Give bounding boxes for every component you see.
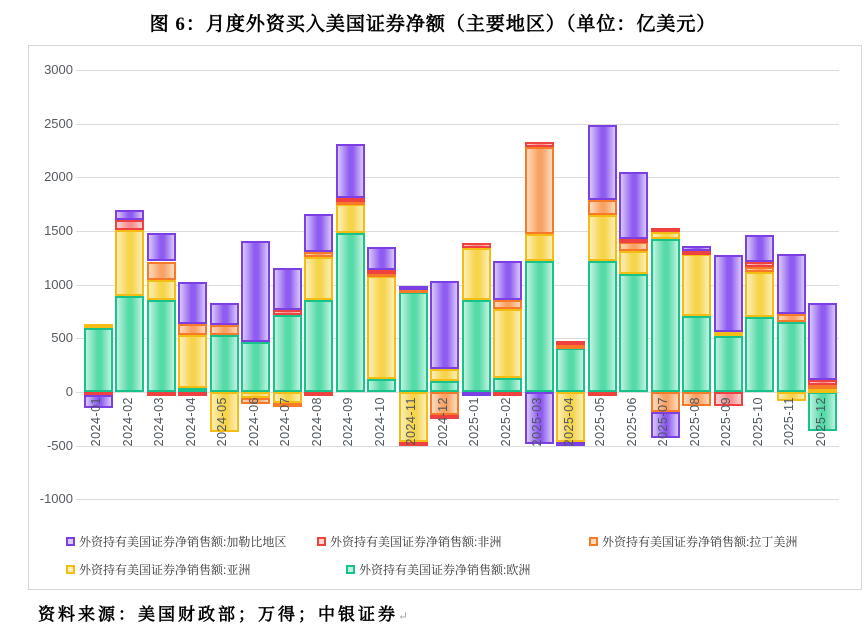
- bar-segment-2025-09-asia: [714, 332, 743, 336]
- bar-segment-2024-03-latam: [147, 262, 176, 280]
- bar-segment-2025-05-latam: [588, 200, 617, 215]
- bar-segment-2025-01-asia: [462, 248, 491, 300]
- bar-segment-2024-10-europe: [367, 379, 396, 392]
- bar-segment-2024-04-latam: [178, 324, 207, 335]
- bar-segment-2025-08-caribbean: [682, 246, 711, 251]
- bar-segment-2024-02-asia: [115, 230, 144, 296]
- x-axis-tick-label: 2024-02: [120, 397, 135, 447]
- y-axis-tick-label: 3000: [44, 61, 73, 77]
- bar-segment-2024-05-caribbean: [210, 303, 239, 324]
- bar-segment-2025-12-africa: [808, 380, 837, 385]
- bar-segment-2024-10-caribbean: [367, 247, 396, 270]
- bar-segment-2024-10-africa: [367, 270, 396, 274]
- legend-item-caribbean: [66, 533, 286, 550]
- bar-segment-2024-04-caribbean: [178, 282, 207, 323]
- legend-swatch-africa: [317, 537, 326, 546]
- gridline: [76, 70, 839, 71]
- bar-segment-2024-07-europe: [273, 315, 302, 392]
- x-axis-tick-label: 2024-07: [278, 397, 292, 447]
- x-axis-tick-label: 2025-06: [624, 397, 639, 447]
- legend-label-asia: 外资持有美国证券净销售额:亚洲: [79, 563, 251, 577]
- bar-segment-2025-06-africa: [619, 239, 648, 243]
- bar-segment-2024-02-caribbean: [115, 210, 144, 220]
- y-axis-tick-label: 500: [51, 330, 73, 346]
- x-axis-tick-label: 2024-10: [372, 397, 387, 447]
- legend-item-europe: [346, 561, 530, 578]
- legend-label-latam: 外资持有美国证券净销售额:拉丁美洲: [602, 535, 798, 549]
- bar-segment-2025-06-asia: [619, 251, 648, 274]
- bar-segment-2024-03-europe: [147, 300, 176, 392]
- x-axis-tick-label: 2025-03: [530, 397, 544, 447]
- x-axis-tick-label: 2025-04: [561, 397, 576, 447]
- legend-label-europe: 外资持有美国证券净销售额:欧洲: [359, 563, 531, 577]
- gridline: [76, 231, 839, 232]
- bar-segment-2024-07-caribbean: [273, 268, 302, 310]
- x-axis-tick-label: 2025-10: [750, 397, 765, 447]
- bar-segment-2025-03-europe: [525, 261, 554, 392]
- y-axis-tick-label: 1000: [44, 276, 73, 292]
- paragraph-mark: ↵: [398, 609, 409, 623]
- legend-item-asia: [66, 561, 250, 578]
- bar-segment-2024-08-latam: [304, 252, 333, 257]
- gridline: [76, 499, 839, 500]
- bar-segment-2025-08-europe: [682, 316, 711, 392]
- bar-segment-2025-12-latam: [808, 385, 837, 389]
- x-axis-tick-label: 2025-02: [498, 397, 513, 447]
- source-text: 资料来源：美国财政部；万得；中银证券: [38, 605, 398, 624]
- bar-segment-2024-11-europe: [399, 292, 428, 392]
- bar-segment-2024-10-asia: [367, 276, 396, 379]
- y-axis-tick-label: 0: [65, 384, 73, 399]
- bar-segment-2025-02-africa: [493, 392, 522, 396]
- bar-segment-2025-10-africa: [745, 262, 774, 267]
- x-axis-tick-label: 2025-05: [593, 397, 607, 447]
- bar-segment-2025-03-africa: [525, 142, 554, 146]
- bar-segment-2025-03-asia: [525, 234, 554, 261]
- bar-segment-2025-04-latam: [556, 345, 585, 349]
- x-axis-tick-label: 2024-01: [89, 397, 103, 447]
- bar-segment-2025-01-europe: [462, 300, 491, 392]
- bar-segment-2025-11-latam: [777, 314, 806, 322]
- x-axis-tick-label: 2024-06: [246, 397, 261, 447]
- bar-segment-2025-03-latam: [525, 147, 554, 234]
- bar-segment-2025-07-asia: [651, 232, 680, 240]
- bar-segment-2025-10-latam: [745, 267, 774, 272]
- bar-segment-2025-11-europe: [777, 322, 806, 392]
- x-axis-tick-label: 2025-12: [813, 397, 828, 447]
- source-note: [38, 600, 408, 625]
- bar-segment-2025-01-africa: [462, 243, 491, 248]
- legend-item-africa: [317, 533, 501, 550]
- x-axis-tick-label: 2024-04: [183, 397, 198, 447]
- chart-title: 图 6：月度外资买入美国证券净额（主要地区）（单位：亿美元）: [149, 14, 717, 35]
- bar-segment-2024-12-asia: [430, 369, 459, 381]
- bar-segment-2024-03-asia: [147, 280, 176, 300]
- bar-segment-2024-08-africa: [304, 392, 333, 396]
- bar-segment-2025-12-asia: [808, 389, 837, 393]
- bar-segment-2025-05-caribbean: [588, 125, 617, 201]
- bar-segment-2025-12-caribbean: [808, 303, 837, 380]
- x-axis-tick-label: 2024-03: [152, 397, 166, 447]
- bar-segment-2025-06-latam: [619, 242, 648, 251]
- bar-segment-2025-01-caribbean: [462, 392, 491, 396]
- bar-segment-2024-09-africa: [336, 198, 365, 202]
- chart-frame: [28, 45, 862, 590]
- y-axis-tick-label: -500: [46, 437, 73, 453]
- legend-swatch-asia: [66, 565, 75, 574]
- y-axis-tick-label: 2000: [44, 169, 73, 185]
- bar-segment-2024-12-europe: [430, 381, 459, 392]
- legend-swatch-caribbean: [66, 537, 75, 546]
- bar-segment-2024-06-caribbean: [241, 241, 270, 341]
- legend-label-caribbean: 外资持有美国证券净销售额:加勒比地区: [79, 535, 287, 549]
- y-axis-tick-label: 1500: [44, 222, 73, 238]
- bar-segment-2024-04-asia: [178, 335, 207, 388]
- x-axis-tick-label: 2025-09: [719, 397, 733, 447]
- bar-segment-2025-10-asia: [745, 272, 774, 317]
- bar-segment-2024-05-europe: [210, 335, 239, 392]
- bar-segment-2025-02-caribbean: [493, 261, 522, 300]
- bar-segment-2024-11-caribbean: [399, 286, 428, 290]
- bar-segment-2025-10-caribbean: [745, 235, 774, 262]
- bar-segment-2025-11-caribbean: [777, 254, 806, 314]
- bar-segment-2025-04-europe: [556, 348, 585, 392]
- x-axis-tick-label: 2025-07: [656, 397, 670, 447]
- x-axis-tick-label: 2024-09: [341, 397, 355, 447]
- bar-segment-2025-09-caribbean: [714, 255, 743, 332]
- bar-segment-2025-05-europe: [588, 261, 617, 392]
- bar-segment-2025-02-latam: [493, 300, 522, 309]
- bar-segment-2024-01-asia: [84, 324, 113, 328]
- bar-segment-2025-08-africa: [682, 251, 711, 255]
- bar-segment-2025-10-europe: [745, 317, 774, 392]
- y-axis-tick-label: -1000: [39, 491, 73, 507]
- legend-label-africa: 外资持有美国证券净销售额:非洲: [330, 535, 502, 549]
- bar-segment-2025-08-asia: [682, 254, 711, 316]
- bar-segment-2024-02-africa: [115, 220, 144, 230]
- bar-segment-2025-07-europe: [651, 239, 680, 392]
- bar-segment-2024-03-caribbean: [147, 233, 176, 262]
- bar-segment-2024-03-africa: [147, 392, 176, 396]
- x-axis-tick-label: 2024-12: [435, 397, 450, 447]
- bar-segment-2024-04-africa: [178, 392, 207, 396]
- x-axis-tick-label: 2025-08: [687, 397, 702, 447]
- bar-segment-2024-12-caribbean: [430, 281, 459, 369]
- bar-segment-2024-06-europe: [241, 342, 270, 392]
- bar-segment-2024-08-caribbean: [304, 214, 333, 252]
- bar-segment-2024-01-europe: [84, 328, 113, 392]
- gridline: [76, 124, 839, 125]
- bar-segment-2025-06-europe: [619, 274, 648, 392]
- bar-segment-2025-05-asia: [588, 215, 617, 261]
- bar-segment-2024-07-africa: [273, 310, 302, 314]
- x-axis-tick-label: 2024-05: [215, 397, 229, 447]
- x-axis-tick-label: 2025-01: [467, 397, 481, 447]
- y-axis-tick-label: 2500: [44, 115, 73, 131]
- legend-swatch-latam: [589, 537, 598, 546]
- x-axis-tick-label: 2024-11: [404, 397, 418, 446]
- bar-segment-2025-09-europe: [714, 336, 743, 392]
- bar-segment-2024-09-asia: [336, 204, 365, 233]
- bar-segment-2024-02-europe: [115, 296, 144, 392]
- bar-segment-2025-05-africa: [588, 392, 617, 396]
- bar-segment-2025-07-africa: [651, 228, 680, 232]
- bar-segment-2024-05-latam: [210, 325, 239, 335]
- legend-swatch-europe: [346, 565, 355, 574]
- x-axis-tick-label: 2024-08: [309, 397, 324, 447]
- bar-segment-2024-09-europe: [336, 233, 365, 392]
- gridline: [76, 177, 839, 178]
- bar-segment-2024-08-asia: [304, 257, 333, 300]
- bar-segment-2025-02-europe: [493, 378, 522, 392]
- bar-segment-2024-08-europe: [304, 300, 333, 392]
- bar-segment-2024-09-caribbean: [336, 144, 365, 198]
- bar-segment-2025-06-caribbean: [619, 172, 648, 239]
- legend-item-latam: [589, 533, 797, 550]
- bar-segment-2025-04-africa: [556, 341, 585, 345]
- x-axis-tick-label: 2025-11: [782, 397, 796, 446]
- bar-segment-2025-02-asia: [493, 309, 522, 378]
